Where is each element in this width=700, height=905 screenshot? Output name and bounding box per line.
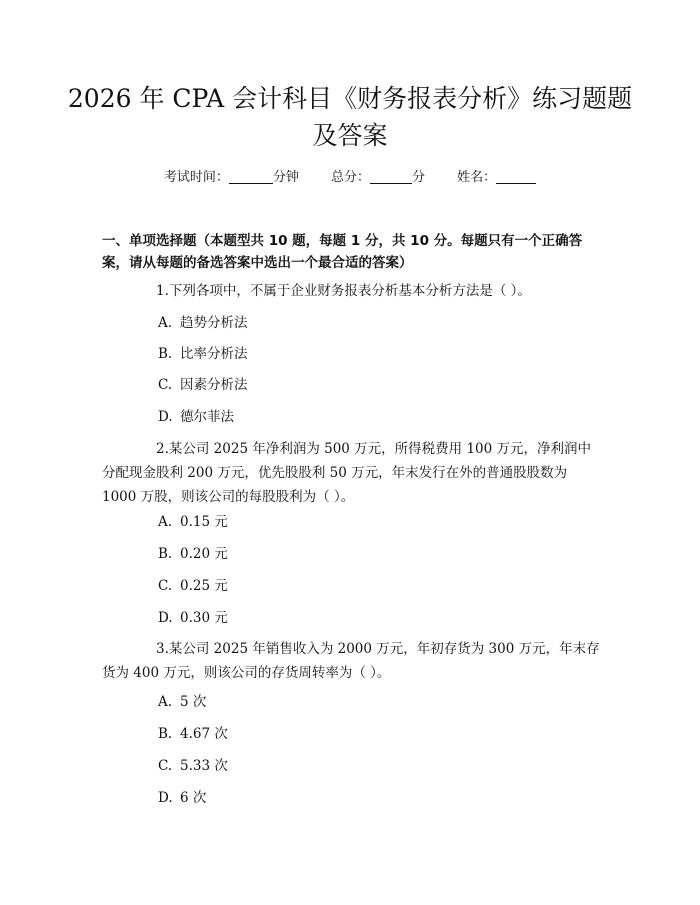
option-label: C. <box>158 578 173 594</box>
exam-info <box>0 168 700 188</box>
exam-time-field <box>164 168 299 188</box>
option-text: 德尔菲法 <box>180 409 234 425</box>
option-label: C. <box>158 377 173 393</box>
option-label: B. <box>158 726 173 742</box>
option-label: D. <box>158 610 173 626</box>
option-text: 0.15 元 <box>180 514 228 530</box>
option-label: B. <box>158 346 173 362</box>
question-1-option-b <box>158 344 248 364</box>
total-score-unit: 分 <box>412 170 426 185</box>
total-score-field <box>331 168 425 188</box>
option-label: A. <box>158 694 173 710</box>
name-field <box>457 168 536 188</box>
question-1 <box>102 279 602 303</box>
option-text: 0.25 元 <box>180 578 228 594</box>
question-1-option-c <box>158 375 248 395</box>
option-label: B. <box>158 546 173 562</box>
question-2-option-c <box>158 576 228 596</box>
exam-time-label: 考试时间： <box>163 170 229 185</box>
option-label: A. <box>158 315 173 331</box>
exam-time-blank <box>229 169 273 184</box>
question-2-option-a <box>158 512 228 532</box>
question-text: 某公司 2025 年净利润为 500 万元，所得税费用 100 万元，净利润中分配现金股利 200 万元，优先股股利 50 万元，年末发行在外的普通股股数为 1000 万股，则该公司的每股股利为（ ）。 <box>102 441 592 505</box>
question-1-option-d <box>158 407 234 427</box>
question-3-option-d <box>158 788 206 808</box>
option-text: 0.30 元 <box>180 610 228 626</box>
option-text: 5 次 <box>180 694 207 710</box>
question-number: 1. <box>156 283 169 299</box>
option-text: 6 次 <box>180 790 207 806</box>
question-2-option-b <box>158 544 228 564</box>
section-heading: 一、单项选择题（本题型共 10 题，每题 1 分，共 10 分。每题只有一个正确答案，请从每题的备选答案中选出一个最合适的答案） <box>102 233 583 271</box>
question-3 <box>102 637 602 685</box>
option-label: A. <box>158 514 173 530</box>
option-text: 4.67 次 <box>180 726 228 742</box>
name-label: 姓名： <box>457 170 497 185</box>
total-score-label: 总分： <box>330 170 370 185</box>
total-score-blank <box>370 169 412 184</box>
question-1-option-a <box>158 313 248 333</box>
option-text: 趋势分析法 <box>180 315 248 331</box>
option-text: 比率分析法 <box>180 346 248 362</box>
option-label: D. <box>158 409 173 425</box>
option-text: 0.20 元 <box>180 546 228 562</box>
question-number: 3. <box>156 641 169 657</box>
option-label: C. <box>158 758 173 774</box>
question-3-option-a <box>158 692 206 712</box>
question-text: 某公司 2025 年销售收入为 2000 万元，年初存货为 300 万元，年末存货为 400 万元，则该公司的存货周转率为（ ）。 <box>102 641 600 681</box>
exam-time-unit: 分钟 <box>272 170 299 185</box>
option-text: 5.33 次 <box>180 758 228 774</box>
question-2-option-d <box>158 608 228 628</box>
document-title: 2026 年 CPA 会计科目《财务报表分析》练习题题及答案 <box>67 84 633 150</box>
option-label: D. <box>158 790 173 806</box>
name-blank <box>496 169 536 184</box>
question-2 <box>102 437 602 509</box>
question-text: 下列各项中，不属于企业财务报表分析基本分析方法是（ ）。 <box>168 283 531 299</box>
question-3-option-b <box>158 724 228 744</box>
question-3-option-c <box>158 756 228 776</box>
option-text: 因素分析法 <box>180 377 248 393</box>
question-number: 2. <box>156 441 169 457</box>
